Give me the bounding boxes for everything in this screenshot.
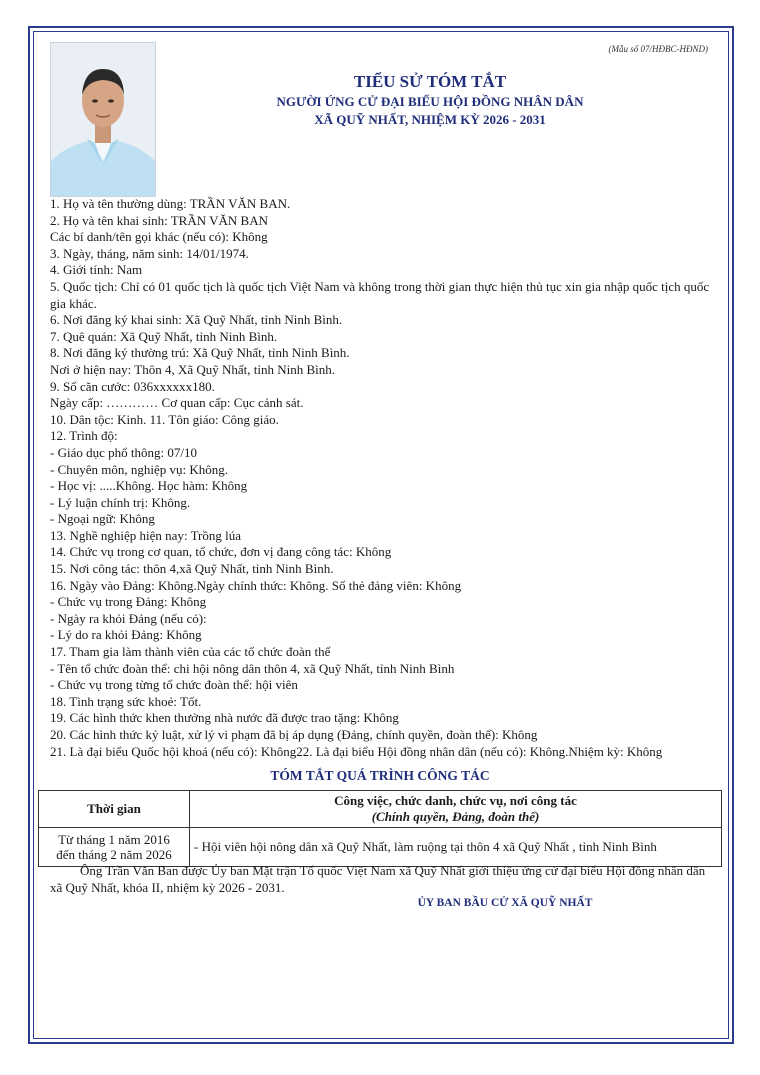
portrait-photo — [50, 42, 156, 197]
info-line: 18. Tình trạng sức khoẻ: Tốt. — [50, 693, 202, 709]
info-line: 5. Quốc tịch: Chỉ có 01 quốc tịch là quốc tịch Việt Nam và không trong thời gian thực hiện thủ tục xin gia nhập quốc tịch quốc gia khác. — [50, 278, 710, 311]
column-header-work — [190, 791, 722, 828]
info-line: 13. Nghề nghiệp hiện nay: Trồng lúa — [50, 527, 242, 543]
document-title: TIỂU SỬ TÓM TẮT — [353, 72, 507, 91]
info-line: 16. Ngày vào Đảng: Không.Ngày chính thức: Không. Số thẻ đảng viên: Không — [50, 577, 462, 593]
work-history-table — [38, 790, 722, 867]
info-line: - Chức vụ trong Đảng: Không — [50, 594, 207, 610]
info-line: 12. Trình độ: — [50, 428, 118, 444]
info-line: Nơi ở hiện nay: Thôn 4, Xã Quỹ Nhất, tỉnh Ninh Bình. — [50, 361, 336, 377]
table-row — [39, 828, 722, 867]
time-to: đến tháng 2 năm 2026 — [56, 847, 172, 862]
info-line: 21. Là đại biểu Quốc hội khoá (nếu có): Không22. Là đại biểu Hội đồng nhân dân (nếu có): Không.Nhiệm kỳ: Không — [50, 743, 663, 759]
info-line: 9. Số căn cước: 036xxxxxx180. — [50, 378, 215, 394]
info-line: - Lý do ra khỏi Đảng: Không — [50, 627, 202, 643]
info-line: 2. Họ và tên khai sinh: TRẦN VĂN BAN — [50, 212, 268, 228]
info-line: - Chức vụ trong từng tổ chức đoàn thể: hội viên — [50, 677, 298, 693]
time-from: Từ tháng 1 năm 2016 — [58, 832, 170, 847]
closing-statement: Ông Trần Văn Ban được Ủy ban Mặt trận Tổ quốc Việt Nam xã Quỹ Nhất giới thiệu ứng cử đại biểu Hội đồng nhân dân xã Quỹ Nhất, khóa II, nhiệm kỳ 2026 - 2031. — [50, 863, 706, 895]
info-line: - Học vị: .....Không. Học hàm: Không — [50, 478, 248, 494]
info-line: 8. Nơi đăng ký thường trú: Xã Quỹ Nhất, tỉnh Ninh Bình. — [50, 345, 350, 361]
info-line: 4. Giới tính: Nam — [50, 262, 143, 278]
info-line: Các bí danh/tên gọi khác (nếu có): Không — [50, 229, 268, 245]
info-line: 7. Quê quán: Xã Quỹ Nhất, tỉnh Ninh Bình. — [50, 328, 278, 344]
info-line: - Giáo dục phổ thông: 07/10 — [50, 444, 197, 460]
column-header-work-sublabel: (Chính quyền, Đảng, đoàn thể) — [371, 809, 540, 824]
info-line: 3. Ngày, tháng, năm sinh: 14/01/1974. — [50, 245, 249, 261]
form-code: (Mẫu số 07/HĐBC-HĐND) — [608, 44, 708, 54]
info-line: - Ngày ra khỏi Đảng (nếu có): — [50, 610, 207, 626]
table-header-row — [39, 791, 722, 828]
info-line: 6. Nơi đăng ký khai sinh: Xã Quỹ Nhất, tỉnh Ninh Bình. — [50, 312, 343, 328]
biography-info — [50, 196, 720, 760]
info-line: 19. Các hình thức khen thưởng nhà nước đã được trao tặng: Không — [50, 710, 399, 726]
info-line: 17. Tham gia làm thành viên của các tổ chức đoàn thể — [50, 644, 331, 660]
info-line: - Chuyên môn, nghiệp vụ: Không. — [50, 461, 229, 477]
signing-authority: ỦY BAN BẦU CỬ XÃ QUỸ NHẤT — [417, 897, 593, 909]
info-line: - Tên tổ chức đoàn thể: chi hội nông dân thôn 4, xã Quỹ Nhất, tỉnh Ninh Bình — [50, 660, 455, 676]
info-line: Ngày cấp: ………… Cơ quan cấp: Cục cảnh sát. — [50, 395, 304, 411]
column-header-time: Thời gian — [39, 791, 190, 828]
work-description-cell: - Hội viên hội nông dân xã Quỹ Nhất, làm ruộng tại thôn 4 xã Quỹ Nhất , tỉnh Ninh Bình — [190, 828, 722, 867]
column-header-work-label: Công việc, chức danh, chức vụ, nơi công tác — [334, 793, 577, 808]
info-line: 15. Nơi công tác: thôn 4,xã Quỹ Nhất, tỉnh Ninh Bình. — [50, 561, 334, 577]
info-line: 14. Chức vụ trong cơ quan, tổ chức, đơn vị đang công tác: Không — [50, 544, 392, 560]
document-subtitle: NGƯỜI ỨNG CỬ ĐẠI BIỂU HỘI ĐỒNG NHÂN DÂN — [276, 94, 584, 109]
info-line: 1. Họ và tên thường dùng: TRẦN VĂN BAN. — [50, 196, 291, 211]
info-line: 20. Các hình thức kỷ luật, xử lý vi phạm đã bị áp dụng (Đảng, chính quyền, đoàn thể): Không — [50, 727, 538, 742]
time-cell — [39, 828, 190, 867]
info-line: 10. Dân tộc: Kinh. 11. Tôn giáo: Công giáo. — [50, 411, 279, 427]
document-subtitle-term: XÃ QUỸ NHẤT, NHIỆM KỲ 2026 - 2031 — [314, 112, 546, 127]
work-history-title: TÓM TẮT QUÁ TRÌNH CÔNG TÁC — [270, 768, 490, 783]
info-line: - Lý luận chính trị: Không. — [50, 494, 191, 510]
info-line: - Ngoại ngữ: Không — [50, 511, 155, 527]
